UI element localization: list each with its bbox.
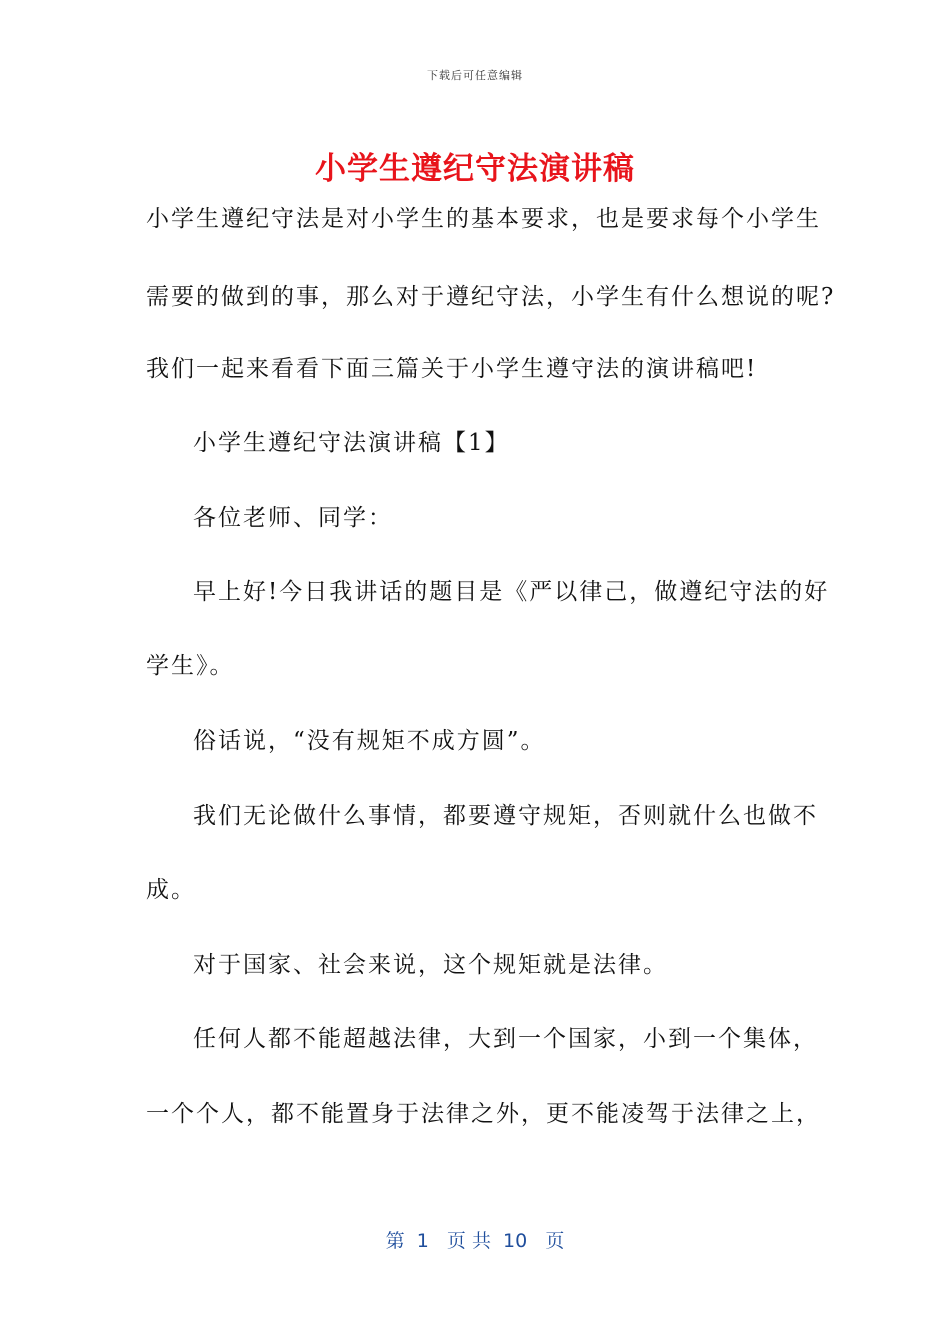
header-note: 下载后可任意编辑 xyxy=(427,69,523,82)
paragraph-line: 小学生遵纪守法是对小学生的基本要求，也是要求每个小学生 xyxy=(146,206,821,232)
page-number-footer: 第 1 页 共 10 页 xyxy=(385,1230,565,1252)
paragraph-line: 对于国家、社会来说，这个规矩就是法律。 xyxy=(193,952,668,978)
paragraph-line: 早上好!今日我讲话的题目是《严以律己，做遵纪守法的好 xyxy=(193,579,830,605)
paragraph-line: 我们一起来看看下面三篇关于小学生遵守法的演讲稿吧! xyxy=(146,356,758,382)
paragraph-line: 一个个人，都不能置身于法律之外，更不能凌驾于法律之上， xyxy=(146,1101,821,1127)
paragraph-line: 任何人都不能超越法律，大到一个国家，小到一个集体， xyxy=(193,1026,818,1052)
paragraph-line: 学生》。 xyxy=(146,653,235,679)
paragraph-line: 俗话说，“没有规矩不成方圆”。 xyxy=(193,728,546,754)
paragraph-line: 需要的做到的事，那么对于遵纪守法，小学生有什么想说的呢? xyxy=(146,284,836,310)
salutation-line: 各位老师、同学： xyxy=(193,505,393,531)
section-heading: 小学生遵纪守法演讲稿【1】 xyxy=(193,430,510,456)
paragraph-line: 我们无论做什么事情，都要遵守规矩，否则就什么也做不 xyxy=(193,803,818,829)
document-title: 小学生遵纪守法演讲稿 xyxy=(315,151,635,187)
paragraph-line: 成。 xyxy=(146,877,196,903)
